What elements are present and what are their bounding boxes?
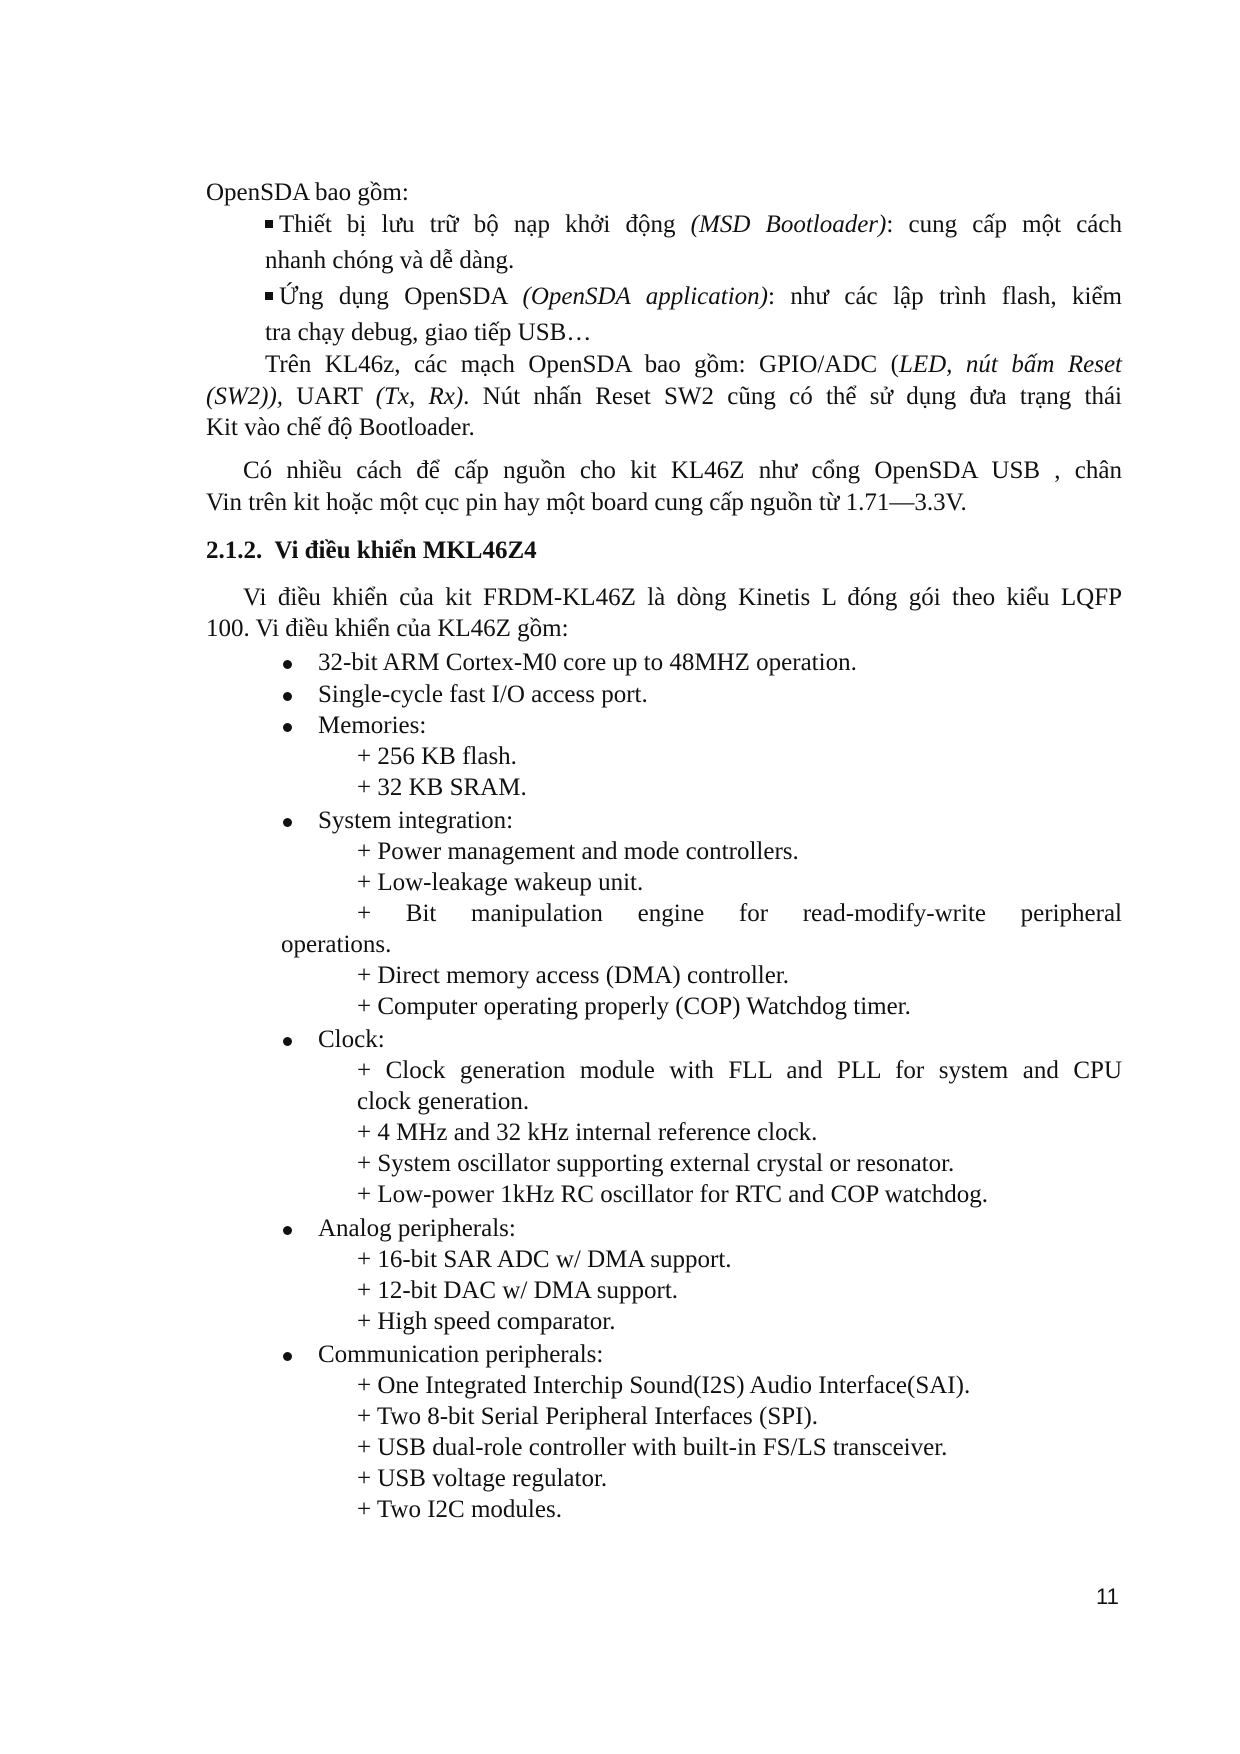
system-item: + Bit manipulation engine for read-modify-write peripheral <box>357 900 1122 927</box>
system-item-continuation: operations. <box>281 931 392 958</box>
feature-analog: Analog peripherals: <box>318 1215 516 1242</box>
system-item: + Low-leakage wakeup unit. <box>357 869 644 896</box>
msd-line-1: Thiết bị lưu trữ bộ nạp khởi động (MSD Bootloader): cung cấp một cách <box>265 210 1122 240</box>
kl46-line-1: Trên KL46z, các mạch OpenSDA bao gồm: GPIO/ADC (LED, nút bấm Reset <box>265 351 1122 378</box>
clock-item: + 4 MHz and 32 kHz internal reference clock. <box>357 1119 818 1146</box>
communication-item: + Two I2C modules. <box>357 1496 562 1523</box>
square-bullet-icon <box>265 220 273 228</box>
feature-clock: Clock: <box>318 1026 385 1053</box>
bullet-dot-icon <box>283 1352 292 1361</box>
app-line-1: Ứng dụng OpenSDA (OpenSDA application): như các lập trình flash, kiểm <box>265 282 1122 312</box>
feature-communication: Communication peripherals: <box>318 1341 604 1368</box>
feature-io: Single-cycle fast I/O access port. <box>318 681 648 708</box>
feature-memories: Memories: <box>318 712 427 739</box>
system-item: + Direct memory access (DMA) controller. <box>357 962 790 989</box>
clock-item-continuation: clock generation. <box>357 1088 530 1115</box>
communication-item: + Two 8-bit Serial Peripheral Interfaces (SPI). <box>357 1403 819 1430</box>
bullet-dot-icon <box>283 818 292 827</box>
system-item: + Power management and mode controllers. <box>357 838 799 865</box>
bullet-dot-icon <box>283 660 292 669</box>
communication-item: + USB dual-role controller with built-in FS/LS transceiver. <box>357 1434 948 1461</box>
feature-core: 32-bit ARM Cortex-M0 core up to 48MHZ operation. <box>318 649 857 676</box>
bullet-dot-icon <box>283 1226 292 1235</box>
communication-item: + USB voltage regulator. <box>357 1465 608 1492</box>
communication-item: + One Integrated Interchip Sound(I2S) Audio Interface(SAI). <box>357 1372 971 1399</box>
system-item: + Computer operating properly (COP) Watchdog timer. <box>357 993 911 1020</box>
kl46-line-2: (SW2)), UART (Tx, Rx). Nút nhấn Reset SW2 cũng có thể sử dụng đưa trạng thái <box>206 383 1122 410</box>
bullet-dot-icon <box>283 692 292 701</box>
memories-item: + 32 KB SRAM. <box>357 774 527 801</box>
analog-item: + 16-bit SAR ADC w/ DMA support. <box>357 1246 732 1273</box>
opensda-heading: OpenSDA bao gồm: <box>206 179 409 206</box>
clock-item: + System oscillator supporting external crystal or resonator. <box>357 1150 955 1177</box>
mcu-intro-line-2: 100. Vi điều khiển của KL46Z gồm: <box>206 615 569 642</box>
page-number: 11 <box>1096 1584 1119 1609</box>
analog-item: + High speed comparator. <box>357 1308 616 1335</box>
power-line-2: Vin trên kit hoặc một cục pin hay một board cung cấp nguồn từ 1.71—3.3V. <box>206 489 967 516</box>
analog-item: + 12-bit DAC w/ DMA support. <box>357 1277 679 1304</box>
bullet-dot-icon <box>283 723 292 732</box>
power-line-1: Có nhiều cách để cấp nguồn cho kit KL46Z như cổng OpenSDA USB , chân <box>243 457 1122 484</box>
clock-item: + Low-power 1kHz RC oscillator for RTC and COP watchdog. <box>357 1181 989 1208</box>
mcu-intro-line-1: Vi điều khiển của kit FRDM-KL46Z là dòng Kinetis L đóng gói theo kiểu LQFP <box>243 584 1122 611</box>
clock-item: + Clock generation module with FLL and PLL for system and CPU <box>357 1057 1122 1084</box>
app-line-2: tra chạy debug, giao tiếp USB… <box>265 319 592 346</box>
bullet-dot-icon <box>283 1037 292 1046</box>
msd-line-2: nhanh chóng và dễ dàng. <box>265 247 515 274</box>
square-bullet-icon <box>265 292 273 300</box>
memories-item: + 256 KB flash. <box>357 743 517 770</box>
kl46-line-3: Kit vào chế độ Bootloader. <box>206 414 475 441</box>
feature-system-integration: System integration: <box>318 807 514 834</box>
section-heading: 2.1.2. Vi điều khiển MKL46Z4 <box>206 537 537 564</box>
